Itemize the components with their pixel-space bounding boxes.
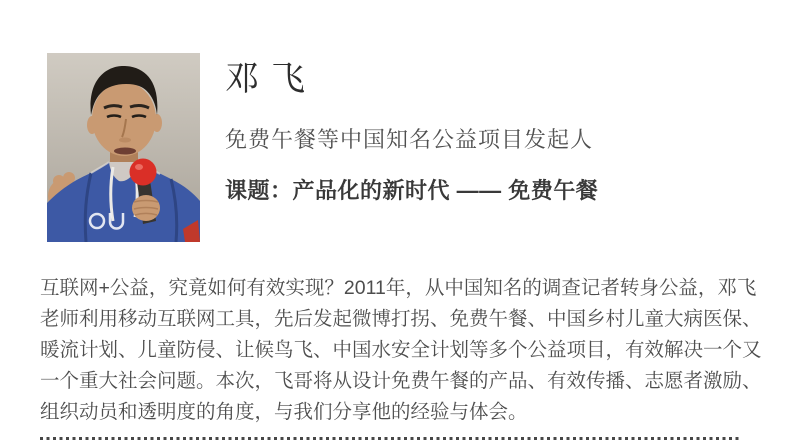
person-name: 邓飞 (225, 59, 317, 99)
holding-hand (132, 195, 160, 221)
lecture-topic: 课题：产品化的新时代 —— 免费午餐 (225, 178, 599, 203)
intro-line: 一个重大社会问题。本次，飞哥将从设计免费午餐的产品、有效传播、志愿者激励、 (40, 370, 762, 392)
intro-line: 老师利用移动互联网工具，先后发起微博打拐、免费午餐、中国乡村儿童大病医保、 (40, 308, 762, 330)
profile-section (47, 53, 598, 242)
dotted-divider (40, 437, 740, 440)
person-subtitle: 免费午餐等中国知名公益项目发起人 (225, 127, 594, 152)
intro-paragraph (40, 273, 762, 428)
profile-photo (47, 53, 200, 242)
intro-line: 暖流计划、儿童防侵、让候鸟飞、中国水安全计划等多个公益项目，有效解决一个又 (40, 339, 762, 361)
portrait-illustration (47, 53, 200, 242)
intro-line: 互联网+公益，究竟如何有效实现？2011年，从中国知名的调查记者转身公益，邓飞 (40, 277, 757, 299)
profile-info (225, 53, 598, 242)
intro-line: 组织动员和透明度的角度，与我们分享他的经验与体会。 (40, 401, 528, 423)
